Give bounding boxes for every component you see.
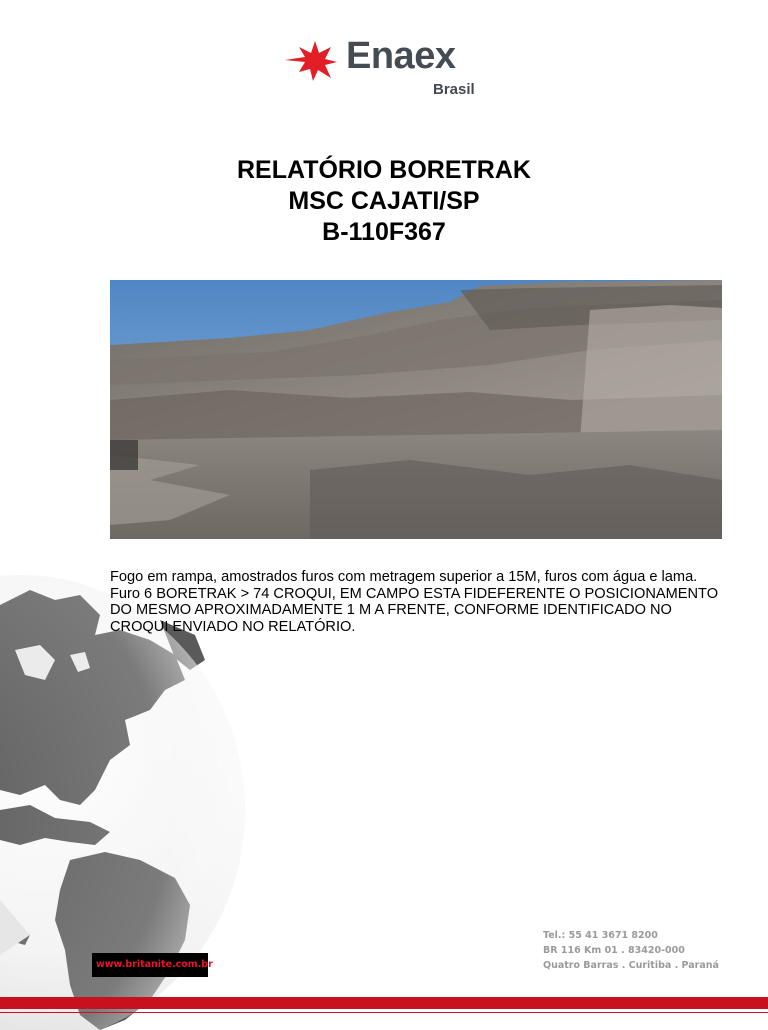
enaex-logo	[283, 35, 483, 104]
report-title	[0, 155, 768, 248]
body-paragraph-2: Furo 6 BORETRAK > 74 CROQUI, EM CAMPO ESTA FIDEFERENTE O POSICIONAMENTO DO MESMO APROXIMADAMENTE 1 M A FRENTE, CONFORME IDENTIFICADO NO CROQUI ENVIADO NO RELATÓRIO.	[110, 585, 719, 635]
contact-info	[543, 928, 719, 973]
website-link[interactable]: www.britanite.com.br	[92, 953, 208, 977]
contact-phone: Tel.: 55 41 3671 8200	[543, 930, 658, 941]
enaex-star-icon	[283, 38, 345, 82]
title-line-1: RELATÓRIO BORETRAK	[237, 156, 531, 184]
contact-address: BR 116 Km 01 . 83420-000	[543, 945, 685, 956]
title-line-3: B-110F367	[322, 218, 446, 246]
footer-line	[0, 1012, 768, 1013]
quarry-photo	[110, 280, 722, 539]
body-paragraph-1: Fogo em rampa, amostrados furos com metragem superior a 15M, furos com água e lama.	[110, 569, 698, 585]
footer-bar	[0, 997, 768, 1009]
title-line-2: MSC CAJATI/SP	[288, 187, 480, 215]
contact-city: Quatro Barras . Curitiba . Paraná	[543, 960, 719, 971]
logo-wordmark: Enaex	[346, 35, 456, 77]
report-body	[110, 569, 725, 635]
logo-subtitle: Brasil	[433, 81, 475, 98]
